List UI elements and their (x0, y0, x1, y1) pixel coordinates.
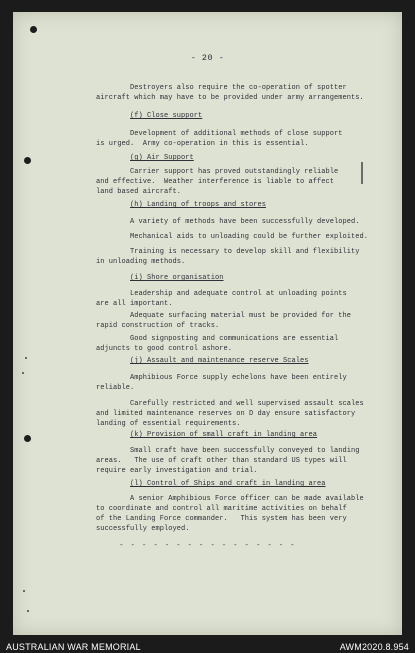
body-line: Destroyers also require the co-operation of spotter (130, 84, 347, 92)
body-line: are all important. (96, 300, 173, 308)
body-line: areas. The use of craft other than standard US types will (96, 457, 347, 465)
body-line: in unloading methods. (96, 258, 186, 266)
punch-hole (24, 157, 31, 164)
archive-credit: AUSTRALIAN WAR MEMORIAL (6, 642, 141, 652)
body-line: Good signposting and communications are essential (130, 335, 339, 343)
ink-speck (25, 357, 27, 359)
body-line: successfully employed. (96, 525, 190, 533)
section-heading: (k) Provision of small craft in landing area (130, 431, 318, 439)
body-line: and effective. Weather interference is liable to affect (96, 178, 335, 186)
margin-mark (361, 162, 363, 184)
body-line: and limited maintenance reserves on D day ensure satisfactory (96, 410, 356, 418)
body-line: land based aircraft. (96, 188, 182, 196)
punch-hole (24, 435, 31, 442)
ink-speck (27, 610, 29, 612)
section-heading: (i) Shore organisation (130, 274, 224, 282)
body-line: aircraft which may have to be provided under army arrangements. (96, 94, 364, 102)
page-number: - 20 - (190, 53, 225, 63)
body-line: require early investigation and trial. (96, 467, 258, 475)
body-line: A variety of methods have been successfully developed. (130, 218, 360, 226)
document-page (13, 12, 402, 635)
body-line: Adequate surfacing material must be provided for the (130, 312, 352, 320)
body-line: Development of additional methods of close support (130, 130, 343, 138)
body-line: rapid construction of tracks. (96, 322, 220, 330)
body-line: Small craft have been successfully conveyed to landing (130, 447, 360, 455)
body-line: of the Landing Force commander. This system has been very (96, 515, 347, 523)
section-heading: (f) Close support (130, 112, 203, 120)
ink-speck (23, 590, 25, 592)
section-heading: (h) Landing of troops and stores (130, 201, 267, 209)
body-line: A senior Amphibious Force officer can be made available (130, 495, 364, 503)
ink-speck (22, 372, 24, 374)
end-rule: - - - - - - - - - - - - - - - - (119, 542, 296, 550)
body-line: Leadership and adequate control at unloading points (130, 290, 347, 298)
body-line: Training is necessary to develop skill and flexibility (130, 248, 360, 256)
section-heading: (l) Control of Ships and craft in landing area (130, 480, 326, 488)
body-line: Mechanical aids to unloading could be further exploited. (130, 233, 369, 241)
body-line: reliable. (96, 384, 135, 392)
body-line: Amphibious Force supply echelons have been entirely (130, 374, 347, 382)
body-line: landing of essential requirements. (96, 420, 241, 428)
section-heading: (g) Air Support (130, 154, 194, 162)
punch-hole (30, 26, 37, 33)
section-heading: (j) Assault and maintenance reserve Scales (130, 357, 309, 365)
archive-reference: AWM2020.8.954 (339, 642, 409, 652)
body-line: is urged. Army co-operation in this is essential. (96, 140, 309, 148)
body-line: Carrier support has proved outstandingly reliable (130, 168, 339, 176)
body-line: to coordinate and control all maritime activities on behalf (96, 505, 347, 513)
body-line: Carefully restricted and well supervised assault scales (130, 400, 364, 408)
body-line: adjuncts to good control ashore. (96, 345, 233, 353)
